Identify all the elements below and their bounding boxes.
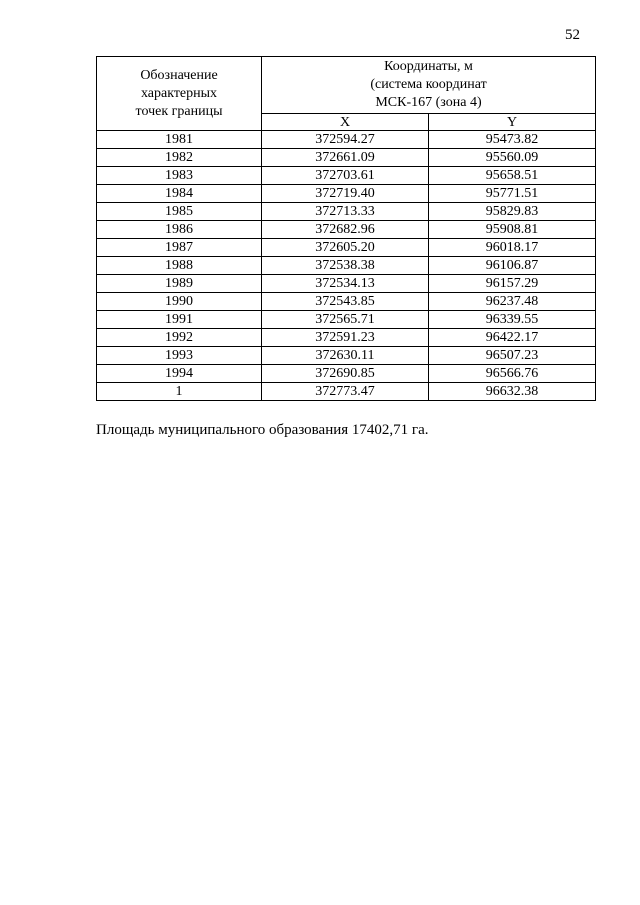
y-cell: 96422.17 [429,329,596,347]
table-row [97,347,596,365]
table-row [97,203,596,221]
x-cell: 372543.85 [262,293,429,311]
point-cell: 1986 [97,221,262,239]
area-note: Площадь муниципального образования 17402,71 га. [96,422,429,438]
header-points-line: Обозначение [140,67,218,83]
y-cell: 96339.55 [429,311,596,329]
x-cell: 372713.33 [262,203,429,221]
point-cell: 1988 [97,257,262,275]
x-cell: 372565.71 [262,311,429,329]
y-cell: 96237.48 [429,293,596,311]
header-points [97,57,262,131]
point-cell: 1987 [97,239,262,257]
x-cell: 372682.96 [262,221,429,239]
x-cell: 372591.23 [262,329,429,347]
x-cell: 372703.61 [262,167,429,185]
table-row [97,185,596,203]
y-cell: 95908.81 [429,221,596,239]
point-cell: 1989 [97,275,262,293]
point-cell: 1993 [97,347,262,365]
x-cell: 372719.40 [262,185,429,203]
table-row [97,221,596,239]
x-cell: 372605.20 [262,239,429,257]
y-cell: 96507.23 [429,347,596,365]
header-coordinates [262,57,596,114]
y-cell: 96566.76 [429,365,596,383]
y-cell: 96106.87 [429,257,596,275]
x-cell: 372690.85 [262,365,429,383]
header-points-line: точек границы [135,103,223,119]
table-row [97,365,596,383]
x-cell: 372534.13 [262,275,429,293]
y-cell: 96157.29 [429,275,596,293]
table-row [97,131,596,149]
point-cell: 1984 [97,185,262,203]
y-cell: 95560.09 [429,149,596,167]
table-row [97,149,596,167]
y-cell: 95473.82 [429,131,596,149]
point-cell: 1990 [97,293,262,311]
x-cell: 372594.27 [262,131,429,149]
y-cell: 96018.17 [429,239,596,257]
header-axis-x: X [262,114,429,131]
header-axis-y: Y [429,114,596,131]
header-coordinates-line: МСК-167 (зона 4) [375,95,482,110]
table-row [97,257,596,275]
table-row [97,383,596,401]
table-row [97,329,596,347]
point-cell: 1992 [97,329,262,347]
x-cell: 372773.47 [262,383,429,401]
point-cell: 1985 [97,203,262,221]
y-cell: 95658.51 [429,167,596,185]
table-row [97,293,596,311]
table-row [97,311,596,329]
header-points-line: характерных [140,85,218,101]
y-cell: 96632.38 [429,383,596,401]
table-row [97,167,596,185]
table-row [97,275,596,293]
y-cell: 95829.83 [429,203,596,221]
x-cell: 372538.38 [262,257,429,275]
coordinates-table [96,56,596,401]
point-cell: 1991 [97,311,262,329]
point-cell: 1 [97,383,262,401]
x-cell: 372630.11 [262,347,429,365]
x-cell: 372661.09 [262,149,429,167]
point-cell: 1994 [97,365,262,383]
header-coordinates-line: Координаты, м [384,59,473,74]
page-number: 52 [565,27,580,43]
header-coordinates-line: (система координат [370,77,487,92]
point-cell: 1983 [97,167,262,185]
table-row [97,239,596,257]
point-cell: 1982 [97,149,262,167]
point-cell: 1981 [97,131,262,149]
y-cell: 95771.51 [429,185,596,203]
